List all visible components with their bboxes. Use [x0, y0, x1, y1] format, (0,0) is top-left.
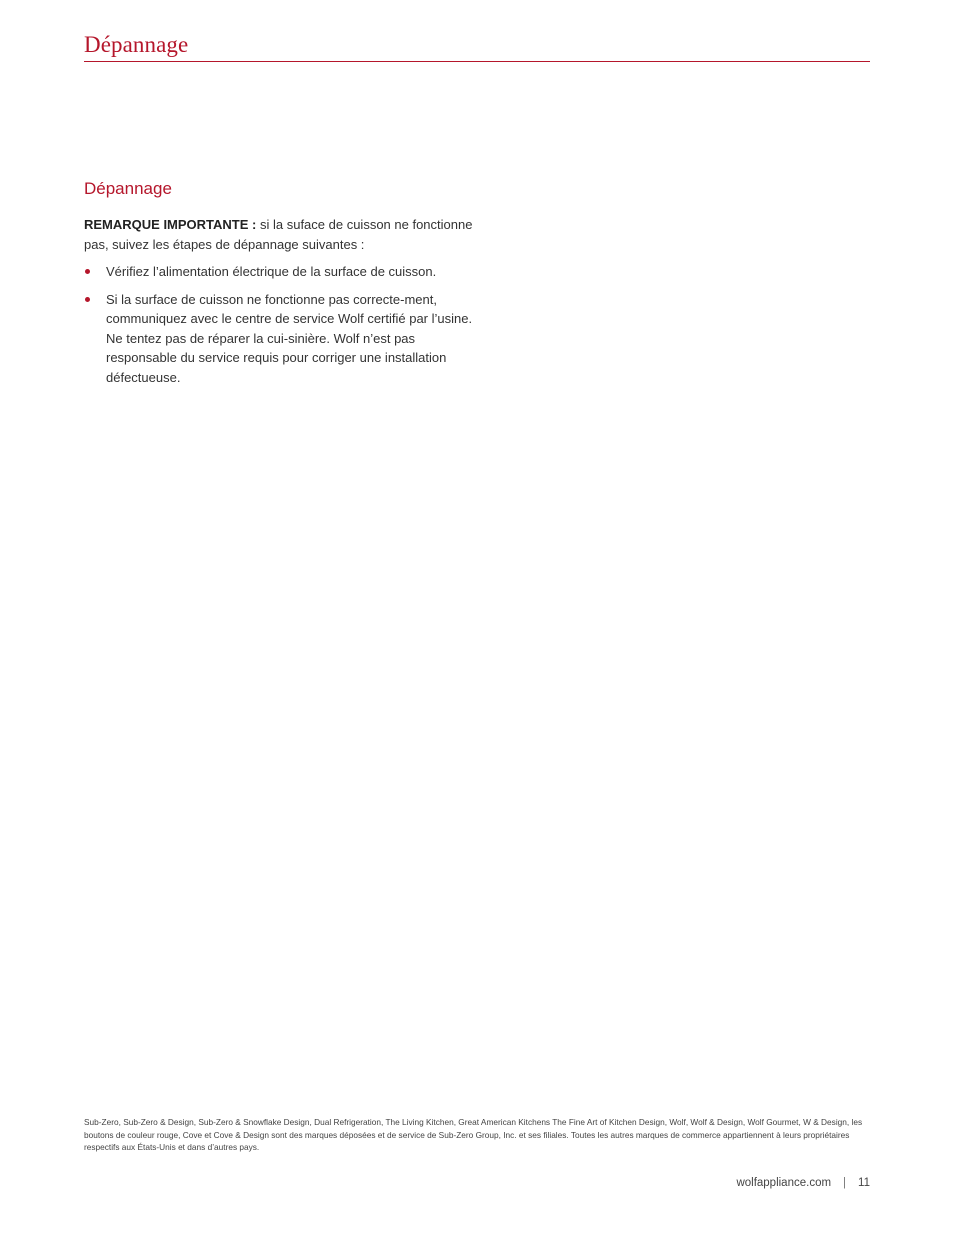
footer-separator: |: [843, 1177, 847, 1189]
page-title: Dépannage: [84, 32, 189, 57]
page-header: [84, 28, 870, 62]
section-title: Dépannage: [84, 179, 172, 198]
note-text: si la suface de cuisson ne fonctionne pas, suivez les étapes de dépannage suivantes :: [84, 217, 473, 252]
list-item-text: Vérifiez l’alimentation électrique de la surface de cuisson.: [106, 264, 437, 279]
list-item-text: Si la surface de cuisson ne fonctionne pas correcte-ment, communiquez avec le centre de service Wolf certifié par l’usine. Ne tentez pas de réparer la cui-sinière. Wolf n’est pas responsable du service requis pour corriger une installation défectueuse.: [106, 291, 473, 385]
bullet-list: [84, 262, 474, 387]
troubleshooting-section: [84, 177, 474, 395]
important-note: [84, 215, 474, 254]
website-link[interactable]: wolfappliance.com: [736, 1177, 832, 1189]
note-label: REMARQUE IMPORTANTE :: [84, 217, 257, 232]
legal-notice: Sub-Zero, Sub-Zero & Design, Sub-Zero & Snowflake Design, Dual Refrigeration, The Living Kitchen, Great American Kitchens The Fine Art of Kitchen Design, Wolf, Wolf & Design, Wolf Gourmet, W & Design, les boutons de couleur rouge, Cove et Cove & Design sont des marques déposées et de service de Sub-Zero Group, Inc. et ses filiales. Toutes les autres marques de commerce appartiennent à leurs propriétaires respectifs aux États-Unis et dans d’autres pays.: [84, 1117, 863, 1153]
list-item: [84, 290, 474, 388]
list-item: [84, 262, 474, 282]
page-footer: [736, 1176, 870, 1190]
page-number: 11: [858, 1177, 870, 1189]
bullet-icon: [85, 297, 90, 302]
bullet-icon: [85, 269, 90, 274]
